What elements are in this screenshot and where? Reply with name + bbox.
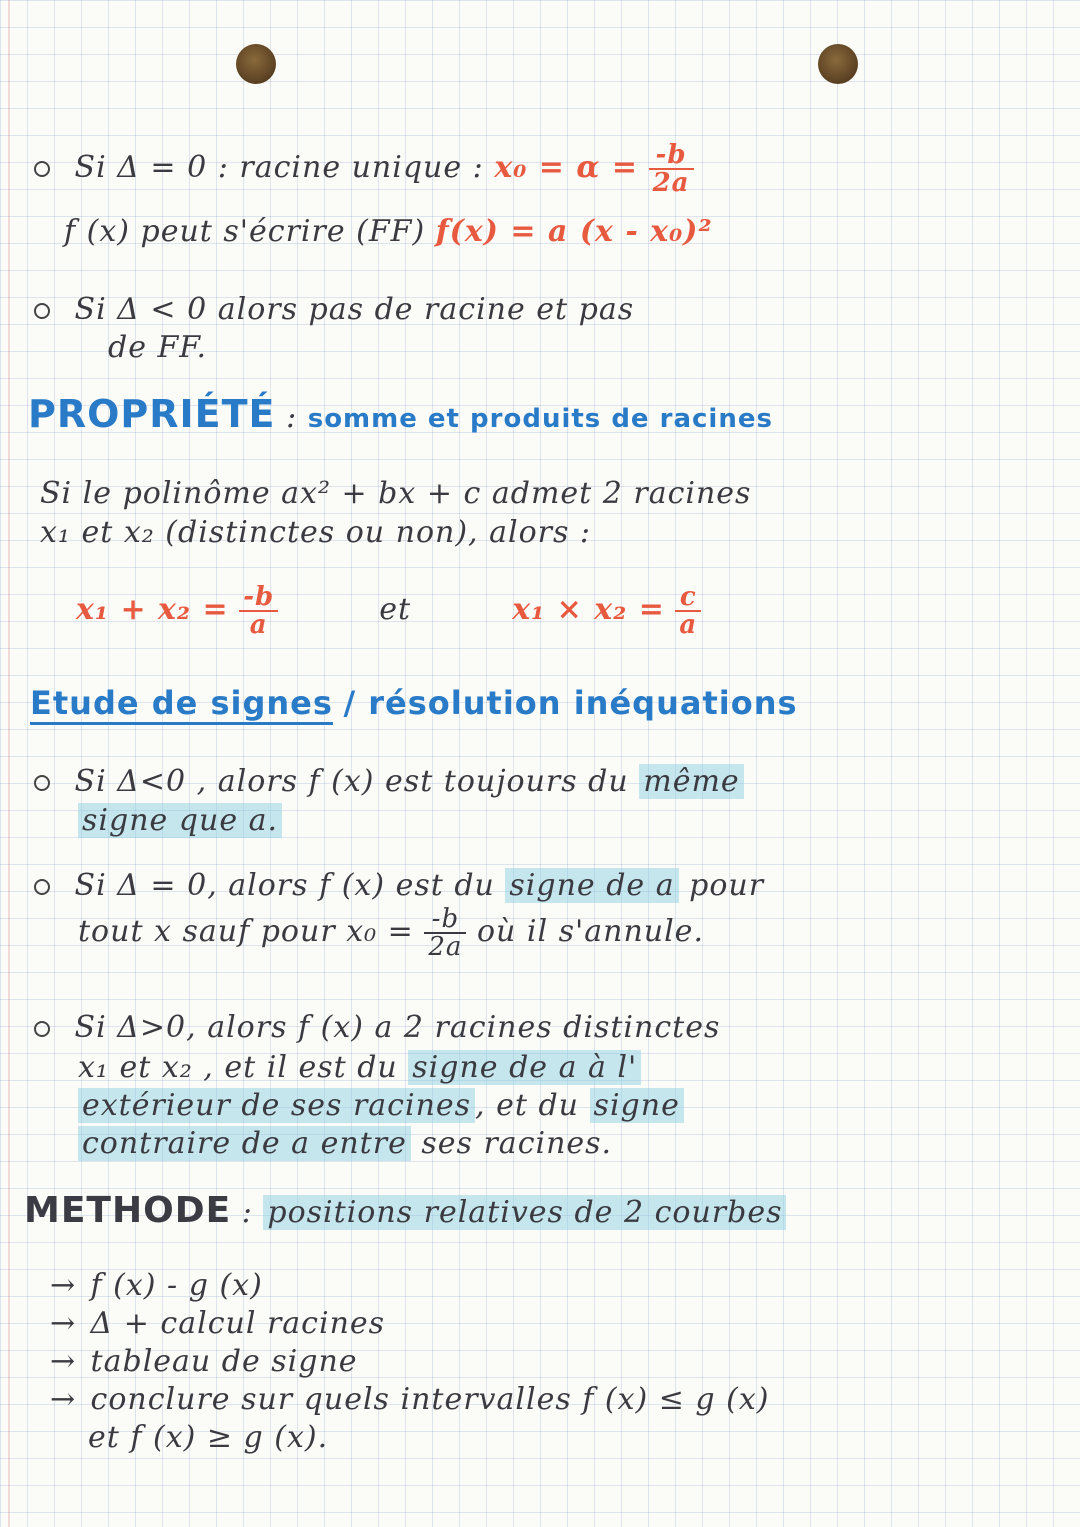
fraction: $\frac{-b}{a}$ [239, 584, 278, 638]
case-pos-line3: extérieur de ses racines , et du signe [78, 1088, 684, 1123]
bullet-icon [34, 879, 50, 895]
etude-heading: Etude de signes / résolution inéquations [30, 684, 798, 722]
arrow-icon: → [50, 1306, 77, 1341]
fraction: $\frac{-b}{2a}$ [424, 906, 466, 960]
step-4-continued: et f (x) ≥ g (x). [88, 1420, 329, 1455]
fraction: $\frac{-b}{2a}$ [649, 142, 694, 196]
case-zero-line2: tout x sauf pour x₀ = $\frac{-b}{2a}$ où il s'annule. [78, 904, 704, 962]
poly-line2: x₁ et x₂ (distinctes ou non), alors : [40, 515, 592, 550]
case-pos-line2: x₁ et x₂ , et il est du signe de a à l' [78, 1050, 641, 1085]
case-neg-line1: Si Δ<0 , alors f (x) est toujours du même [34, 764, 744, 799]
step-1: → f (x) - g (x) [50, 1268, 263, 1303]
delta-zero-line: Si Δ = 0 : racine unique : x₀ = α = $\frac{-b}{2a}$ [34, 142, 694, 196]
case-neg-line2: signe que a. [78, 803, 282, 838]
case-pos-line1: Si Δ>0, alors f (x) a 2 racines distinctes [34, 1010, 720, 1045]
ff-line: f (x) peut s'écrire (FF) f(x) = a (x - x₀)² [64, 214, 713, 249]
case-zero-line1: Si Δ = 0, alors f (x) est du signe de a pour [34, 868, 764, 903]
binder-hole-left [236, 44, 276, 84]
case-pos-line4: contraire de a entre ses racines. [78, 1126, 612, 1161]
binder-hole-right [818, 44, 858, 84]
step-2: → Δ + calcul racines [50, 1306, 386, 1341]
arrow-icon: → [50, 1382, 77, 1417]
bullet-icon [34, 775, 50, 791]
methode-heading: METHODE : positions relatives de 2 courbes [24, 1190, 786, 1231]
margin-line [8, 0, 10, 1527]
bullet-icon [34, 1021, 50, 1037]
arrow-icon: → [50, 1344, 77, 1379]
bullet-icon [34, 161, 50, 177]
bullet-icon [34, 303, 50, 319]
arrow-icon: → [50, 1268, 77, 1303]
sum-product-line: x₁ + x₂ = $\frac{-b}{a}$ et x₁ × x₂ = $\frac{c}{a}$ [76, 584, 701, 638]
fraction: $\frac{c}{a}$ [675, 584, 701, 638]
step-3: → tableau de signe [50, 1344, 358, 1379]
delta-neg-line2: de FF. [108, 330, 207, 365]
delta-neg-line: Si Δ < 0 alors pas de racine et pas [34, 292, 634, 327]
step-4: → conclure sur quels intervalles f (x) ≤ g (x) [50, 1382, 770, 1417]
poly-line1: Si le polinôme ax² + bx + c admet 2 racines [40, 476, 752, 511]
propriete-heading: PROPRIÉTÉ : somme et produits de racines [28, 392, 773, 436]
